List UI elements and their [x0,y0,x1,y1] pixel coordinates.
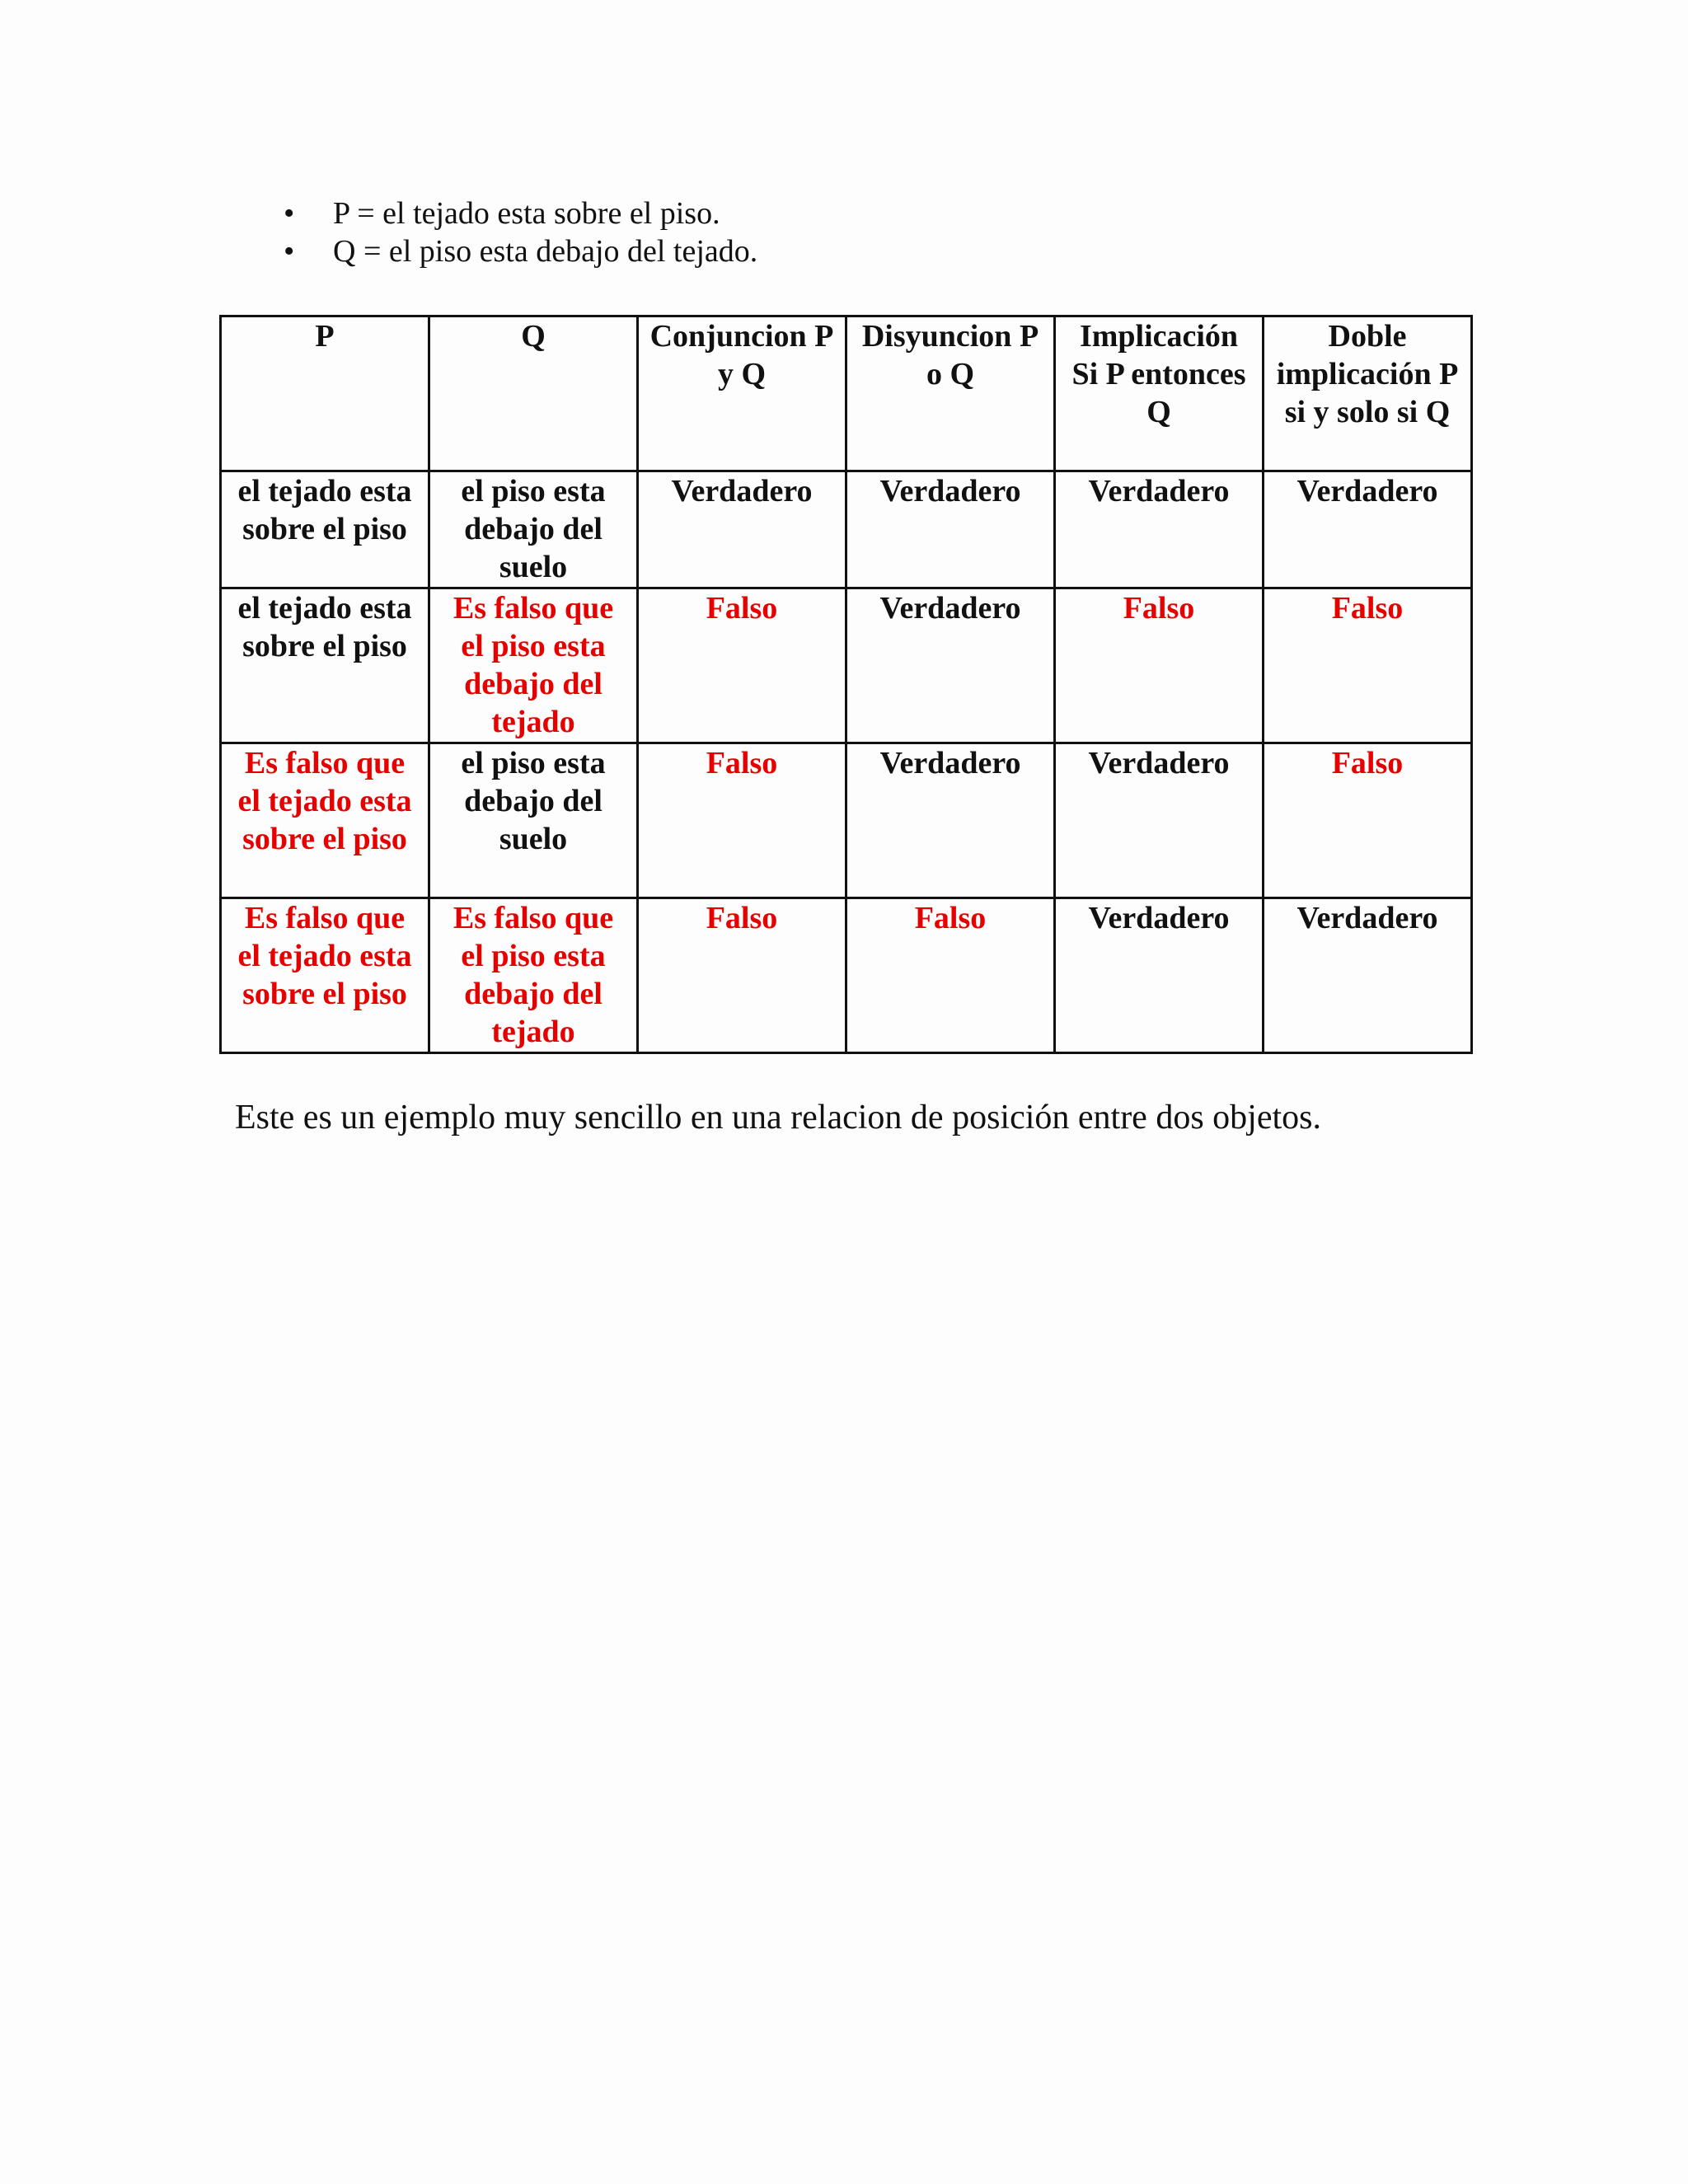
table-cell: Falso [638,588,846,743]
table-row [221,898,1472,1053]
table-row [221,471,1472,588]
table-cell: Falso [638,898,846,1053]
header-p: P [221,316,429,471]
table-cell: Verdadero [846,471,1055,588]
table-cell: Verdadero [1264,898,1472,1053]
table-cell: Es falso que el piso esta debajo del tejado [429,898,638,1053]
header-disjunction: Disyuncion P o Q [846,316,1055,471]
header-q: Q [429,316,638,471]
table-row [221,588,1472,743]
conclusion-paragraph: Este es un ejemplo muy sencillo en una relacion de posición entre dos objetos. [235,1099,1321,1137]
table-cell: Es falso que el tejado esta sobre el piso [221,898,429,1053]
table-cell: Falso [1264,588,1472,743]
table-cell: Verdadero [638,471,846,588]
definition-p [279,194,757,232]
table-cell: el tejado esta sobre el piso [221,471,429,588]
table-cell: Verdadero [846,588,1055,743]
header-conjunction: Conjuncion P y Q [638,316,846,471]
table-cell: el tejado esta sobre el piso [221,588,429,743]
definitions-list [279,194,757,270]
truth-table [219,315,1473,1054]
table-cell: Es falso que el piso esta debajo del tejado [429,588,638,743]
table-cell: Verdadero [1264,471,1472,588]
header-biconditional: Doble implicación P si y solo si Q [1264,316,1472,471]
table-cell: Falso [846,898,1055,1053]
table-cell: Verdadero [846,743,1055,898]
table-cell: Falso [1264,743,1472,898]
table-header-row [221,316,1472,471]
bullet-icon: • [284,196,295,231]
table-row [221,743,1472,898]
definition-q [279,232,757,270]
definition-p-text: P = el tejado esta sobre el piso. [333,196,720,231]
table-cell: Verdadero [1055,471,1264,588]
table-cell: Falso [638,743,846,898]
table-cell: Es falso que el tejado esta sobre el piso [221,743,429,898]
table-cell: Verdadero [1055,743,1264,898]
table-cell: Verdadero [1055,898,1264,1053]
table-cell: Falso [1055,588,1264,743]
definition-q-text: Q = el piso esta debajo del tejado. [333,234,758,269]
bullet-icon: • [284,234,295,269]
header-implication: Implicación Si P entonces Q [1055,316,1264,471]
table-cell: el piso esta debajo del suelo [429,471,638,588]
table-cell: el piso esta debajo del suelo [429,743,638,898]
